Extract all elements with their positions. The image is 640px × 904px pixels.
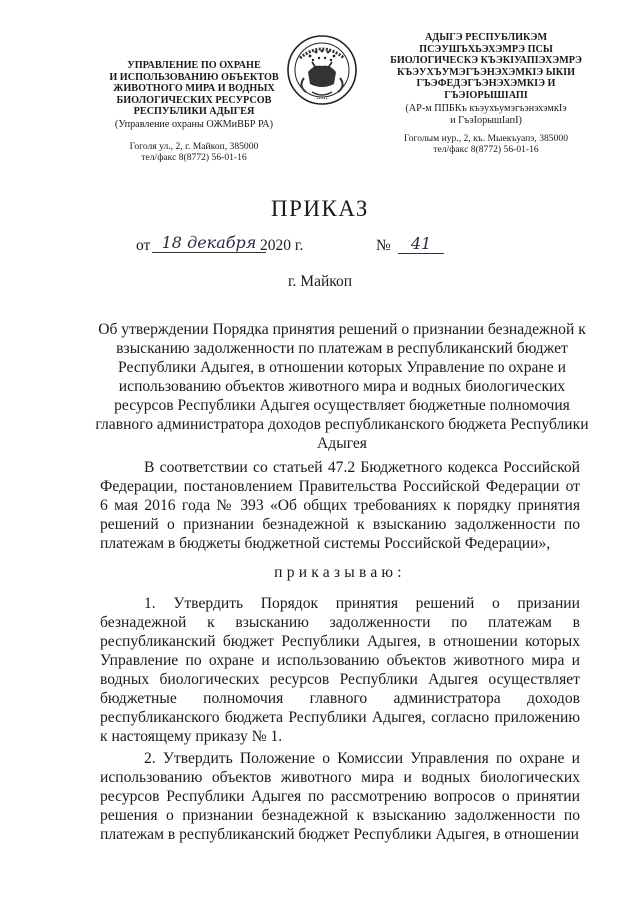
org-name-line: И ИСПОЛЬЗОВАНИЮ ОБЪЕКТОВ [109,71,279,83]
org-name-line: АДЫГЭ РЕСПУБЛИКЭМ [424,32,548,43]
svg-text:•••••: ••••• [316,96,328,101]
order-item-2: 2. Утвердить Положение о Комиссии Управления по охране и использованию объектов животного мира и водных биологических ресурсов Республики Адыгея по рассмотрению вопросов о принятии решения о признании безнадежной к взысканию задолженности по платежам в республиканский бюджет Республики Адыгея, в отношении [100,750,580,843]
org-phone: тел/факс 8(8772) 56-01-16 [433,143,539,155]
org-abbreviation: (АР-м ППБКъ къэухъумэгъэнэхэмкIэ [405,102,567,114]
org-phone: тел/факс 8(8772) 56-01-16 [141,151,247,163]
document-title: ПРИКАЗ [271,196,369,221]
header-left-block [86,60,302,163]
org-address-block [86,141,302,163]
handwritten-date: 18 декабря [152,233,266,253]
date-number-row [136,233,476,259]
preamble-paragraph: В соответствии со статьей 47.2 Бюджетного кодекса Российской Федерации, постановлением Правительства Российской Федерации от 6 мая 2016 года № 393 «Об общих требованиях к порядку принятия решений о признании безнадежной к взысканию задолженности по платежам в бюджеты бюджетной системы Российской Федерации», [100,459,580,552]
order-word: приказываю: [274,564,406,581]
org-name-line: РЕСПУБЛИКИ АДЫГЕЯ [133,106,255,118]
document-city: г. Майкоп [287,273,353,290]
org-name-line: БИОЛОГИЧЕСКИХ РЕСУРСОВ [116,94,272,106]
date-prefix: от [136,237,151,254]
document-subject: Об утверждении Порядка принятия решений о признании безнадежной к взысканию задолженности по платежам в республиканский бюджет Республики Адыгея, в отношении которых Управление по охране и использованию объектов животного мира и водных биологических ресурсов Республики Адыгея осуществляет бюджетные полномочия главного администратора доходов республиканского бюджета Республики Адыгея [95,321,589,452]
org-name-line: ЖИВОТНОГО МИРА И ВОДНЫХ [113,83,275,95]
org-abbreviation: (Управление охраны ОЖМиВБР РА) [114,118,274,130]
org-abbreviation: и ГъэIорышIапI) [450,115,522,127]
org-address-block [380,133,592,155]
date-year: 2020 г. [260,237,304,254]
org-address: Гоголым иур., 2, къ. Мыекъуапэ, 385000 [404,132,568,144]
org-name-line: ГЪЭФЕДЭГЪЭНЭХЭМКIЭ И ГЪЭIОРЫШIАПI [416,78,556,101]
handwritten-number: 41 [398,234,444,254]
coat-of-arms-icon [286,34,358,106]
org-name-line: КЪЭУХЪУМЭГЪЭНЭХЭМКIЭ ЫКIИ [396,66,576,78]
org-name-line: ПСЭУШЪХЬЭХЭМРЭ ПСЫ [419,43,553,55]
order-item-1: 1. Утвердить Порядок принятия решений о призании безнадежной к взысканию задолженности по платежам в республиканский бюджет Республики Адыгея, в отношении которых Управление по охране и использованию объектов животного мира и водных биологических ресурсов Республики Адыгея осуществляет бюджетные полномочия главного администратора доходов республиканского бюджета Республики Адыгея, согласно приложению к настоящему приказу № 1. [100,595,580,745]
header-right-block [380,32,592,155]
org-name-line: УПРАВЛЕНИЕ ПО ОХРАНЕ [127,60,261,71]
org-name-line: БИОЛОГИЧЕСКЭ КЪЭКIУАПIЭХЭМРЭ [390,55,582,67]
org-address: Гоголя ул., 2, г. Майкоп, 385000 [129,140,259,152]
number-sign: № [376,237,391,254]
